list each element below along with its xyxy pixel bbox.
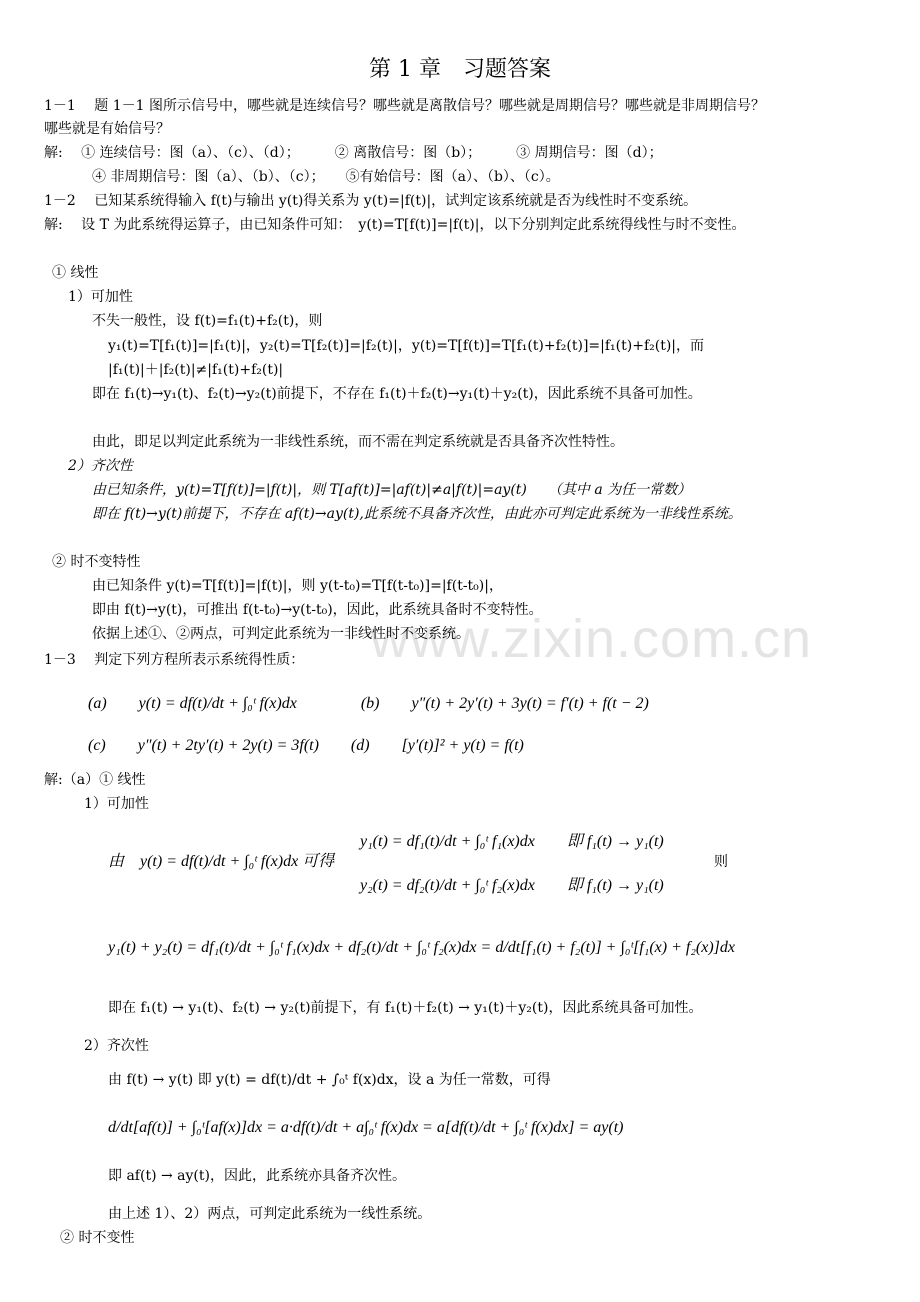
text-line: 1－1 题 1－1 图所示信号中，哪些就是连续信号？哪些就是离散信号？哪些就是周期信号？哪些就是非周期信号？ — [44, 98, 765, 114]
text-line: y₁(t)=T[f₁(t)]=|f₁(t)|，y₂(t)=T[f₂(t)]=|f₂(t)|，y(t)=T[f(t)]=T[f₁(t)+f₂(t)]=|f₁(t)+f₂(t)|，而 — [108, 338, 705, 354]
text-line: 解: 设 T 为此系统得运算子，由已知条件可知： y(t)=T[f(t)]=|f(t)|，以下分别判定此系统得线性与时不变性。 — [44, 217, 746, 233]
text-line: 不失一般性，设 f(t)=f₁(t)+f₂(t)，则 — [92, 313, 323, 329]
text-line: 由此，即足以判定此系统为一非线性系统，而不需在判定系统就是否具备齐次性特性。 — [92, 434, 624, 450]
text-line: |f₁(t)|＋|f₂(t)|≠|f₁(t)+f₂(t)| — [108, 362, 284, 378]
text-line: (c) y″(t) + 2ty′(t) + 2y(t) = 3f(t) (d) [y′(t)]² + y(t) = f(t) — [88, 737, 524, 754]
text-line: 1）可加性 — [84, 796, 149, 812]
text-line: 2）齐次性 — [68, 458, 133, 474]
text-line: 2）齐次性 — [84, 1038, 149, 1054]
text-line: 则 — [714, 854, 728, 870]
text-line: 依据上述①、②两点，可判定此系统为一非线性时不变系统。 — [92, 626, 470, 642]
text-line: ② 时不变性 — [60, 1230, 135, 1246]
text-line: 哪些就是有始信号？ — [44, 121, 170, 137]
text-line: y₁(t) + y₂(t) = df₁(t)/dt + ∫₀ᵗ f₁(x)dx + df₂(t)/dt + ∫₀ᵗ f₂(x)dx = d/dt[f₁(t) + f₂(t)] + ∫₀ᵗ[f₁(x) + f₂(x)]dx — [108, 939, 735, 956]
text-line: (a) y(t) = df(t)/dt + ∫₀ᵗ f(x)dx (b) y″(t) + 2y′(t) + 3y(t) = f′(t) + f(t − 2) — [88, 695, 649, 712]
text-line: 即在 f(t)→y(t)前提下，不存在 af(t)→ay(t),此系统不具备齐次性，由此亦可判定此系统为一非线性系统。 — [92, 506, 742, 522]
text-line: 由已知条件 y(t)=T[f(t)]=|f(t)|，则 y(t-t₀)=T[f(t-t₀)]=|f(t-t₀)|， — [92, 578, 503, 594]
watermark: www.zixin.com.cn — [370, 609, 813, 669]
text-line: 1）可加性 — [68, 289, 133, 305]
page-title: 第 1 章 习题答案 — [369, 57, 551, 82]
text-line: 由已知条件，y(t)=T[f(t)]=|f(t)|，则 T[af(t)]=|af(t)|≠a|f(t)|=ay(t) （其中 a 为任一常数） — [92, 482, 692, 498]
text-line: y₂(t) = df₂(t)/dt + ∫₀ᵗ f₂(x)dx 即 f₁(t) → y₁(t) — [360, 877, 664, 894]
text-line: ② 时不变特性 — [52, 554, 141, 570]
text-line: 解: ① 连续信号：图（a）、（c）、（d）； ② 离散信号：图（b）； ③ 周期信号：图（d）； — [44, 145, 663, 161]
text-line: 1－2 已知某系统得输入 f(t)与输出 y(t)得关系为 y(t)=|f(t)|，试判定该系统就是否为线性时不变系统。 — [44, 193, 698, 209]
text-line: 即 af(t) → ay(t)，因此，此系统亦具备齐次性。 — [108, 1168, 406, 1184]
text-line: 由上述 1）、2）两点，可判定此系统为一线性系统。 — [108, 1206, 432, 1222]
text-line: y₁(t) = df₁(t)/dt + ∫₀ᵗ f₁(x)dx 即 f₁(t) → y₁(t) — [360, 833, 664, 850]
text-line: ① 线性 — [52, 265, 99, 281]
text-line: ④ 非周期信号：图（a）、（b）、（c）； ⑤有始信号：图（a）、（b）、（c）。 — [92, 169, 560, 185]
text-line: 1－3 判定下列方程所表示系统得性质： — [44, 652, 305, 668]
text-line: 解:（a）① 线性 — [44, 772, 146, 788]
text-line: 由 y(t) = df(t)/dt + ∫₀ᵗ f(x)dx 可得 — [108, 853, 335, 870]
text-line: 即在 f₁(t)→y₁(t)、f₂(t)→y₂(t)前提下，不存在 f₁(t)＋f₂(t)→y₁(t)＋y₂(t)，因此系统不具备可加性。 — [92, 386, 702, 402]
text-line: 即由 f(t)→y(t)，可推出 f(t-t₀)→y(t-t₀)，因此，此系统具备时不变特性。 — [92, 602, 543, 618]
text-line: 即在 f₁(t) → y₁(t)、f₂(t) → y₂(t)前提下，有 f₁(t)＋f₂(t) → y₁(t)＋y₂(t)，因此系统具备可加性。 — [108, 1000, 703, 1016]
text-line: d/dt[af(t)] + ∫₀ᵗ[af(x)]dx = a·df(t)/dt + a∫₀ᵗ f(x)dx = a[df(t)/dt + ∫₀ᵗ f(x)dx] = ay(t) — [108, 1119, 624, 1136]
text-line: 由 f(t) → y(t) 即 y(t) = df(t)/dt + ∫₀ᵗ f(x)dx，设 a 为任一常数，可得 — [108, 1072, 551, 1088]
